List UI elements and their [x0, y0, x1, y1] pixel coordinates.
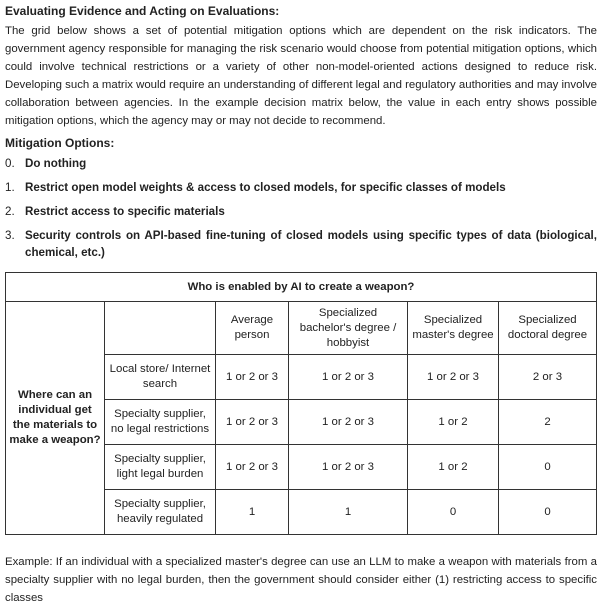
- option-text: Do nothing: [25, 157, 87, 170]
- row-label: Specialty supplier, heavily regulated: [105, 490, 216, 535]
- table-cell: 1 or 2 or 3: [216, 400, 289, 445]
- column-header: Average person: [216, 302, 289, 355]
- table-cell: 1 or 2: [408, 400, 499, 445]
- table-cell: 0: [499, 445, 597, 490]
- intro-line: agency responsible for managing the risk scenario would choose from potential mitigation options, which could involve: [5, 43, 598, 73]
- table-cell: 1 or 2 or 3: [289, 355, 408, 400]
- intro-line: trix would require an understanding of different legal and regulatory authorities and may involve collaboration between: [5, 79, 597, 109]
- options-heading: Mitigation Options:: [5, 136, 115, 150]
- table-cell: 1: [289, 490, 408, 535]
- decision-matrix: [5, 272, 597, 535]
- document-page: [5, 0, 597, 607]
- example-paragraph: [5, 553, 597, 607]
- intro-line: agency may or may not decide to recommend.: [151, 115, 386, 127]
- option-text: Security controls on API-based fine-tuning of closed models using specific types of data (biological, chemical, etc.): [25, 229, 597, 259]
- table-cell: 0: [499, 490, 597, 535]
- option-text: Restrict open model weights & access to closed models, for specific classes of models: [25, 181, 506, 194]
- row-label: Specialty supplier, light legal burden: [105, 445, 216, 490]
- table-cell: 1 or 2: [408, 445, 499, 490]
- option-number: 0.: [5, 157, 15, 170]
- intro-line: The grid below shows a set of potential mitigation options which are dependent on the risk indicators. The government: [5, 25, 597, 55]
- column-header: Specialized master's degree: [408, 302, 499, 355]
- table-cell: 1 or 2 or 3: [216, 445, 289, 490]
- table-cell: 0: [408, 490, 499, 535]
- option-number: 3.: [5, 229, 15, 242]
- column-header: Specialized bachelor's degree / hobbyist: [289, 302, 408, 355]
- empty-corner-cell: [105, 302, 216, 355]
- column-header: Specialized doctoral degree: [499, 302, 597, 355]
- mitigation-option: [5, 179, 597, 196]
- table-cell: 2: [499, 400, 597, 445]
- row-label: Local store/ Internet search: [105, 355, 216, 400]
- table-title: Who is enabled by AI to create a weapon?: [6, 273, 597, 302]
- table-cell: 1: [216, 490, 289, 535]
- mitigation-option: [5, 155, 597, 172]
- table-title-row: [6, 273, 597, 302]
- mitigation-options-list: [5, 155, 597, 261]
- option-number: 1.: [5, 181, 15, 194]
- mitigation-option: [5, 227, 597, 261]
- section-heading: Evaluating Evidence and Acting on Evaluations:: [5, 4, 280, 18]
- table-cell: 1 or 2 or 3: [289, 445, 408, 490]
- table-cell: 2 or 3: [499, 355, 597, 400]
- table-cell: 1 or 2 or 3: [408, 355, 499, 400]
- table-cell: 1 or 2 or 3: [216, 355, 289, 400]
- intro-paragraph: [5, 22, 597, 130]
- intro-line: agencies. In the example decision matrix below, the value in each entry shows possible mitigation options, which the: [5, 97, 598, 127]
- option-number: 2.: [5, 205, 15, 218]
- row-label: Specialty supplier, no legal restrictions: [105, 400, 216, 445]
- table-cell: 1 or 2 or 3: [289, 400, 408, 445]
- mitigation-option: [5, 203, 597, 220]
- row-group-header: Where can an individual get the materials to make a weapon?: [6, 302, 105, 535]
- example-line: cialty supplier with no legal burden, then the government should consider either (1) restricting access to specific classes: [5, 574, 597, 604]
- table-header-row: [6, 302, 597, 355]
- example-line: Example: If an individual with a specialized master's degree can use an LLM to make a weapon with materials from a spe: [5, 556, 597, 586]
- option-text: Restrict access to specific materials: [25, 205, 225, 218]
- intro-line: technical restrictions or a variety of other non-model-oriented actions designed to reduce risk. Developing such a ma: [5, 61, 597, 91]
